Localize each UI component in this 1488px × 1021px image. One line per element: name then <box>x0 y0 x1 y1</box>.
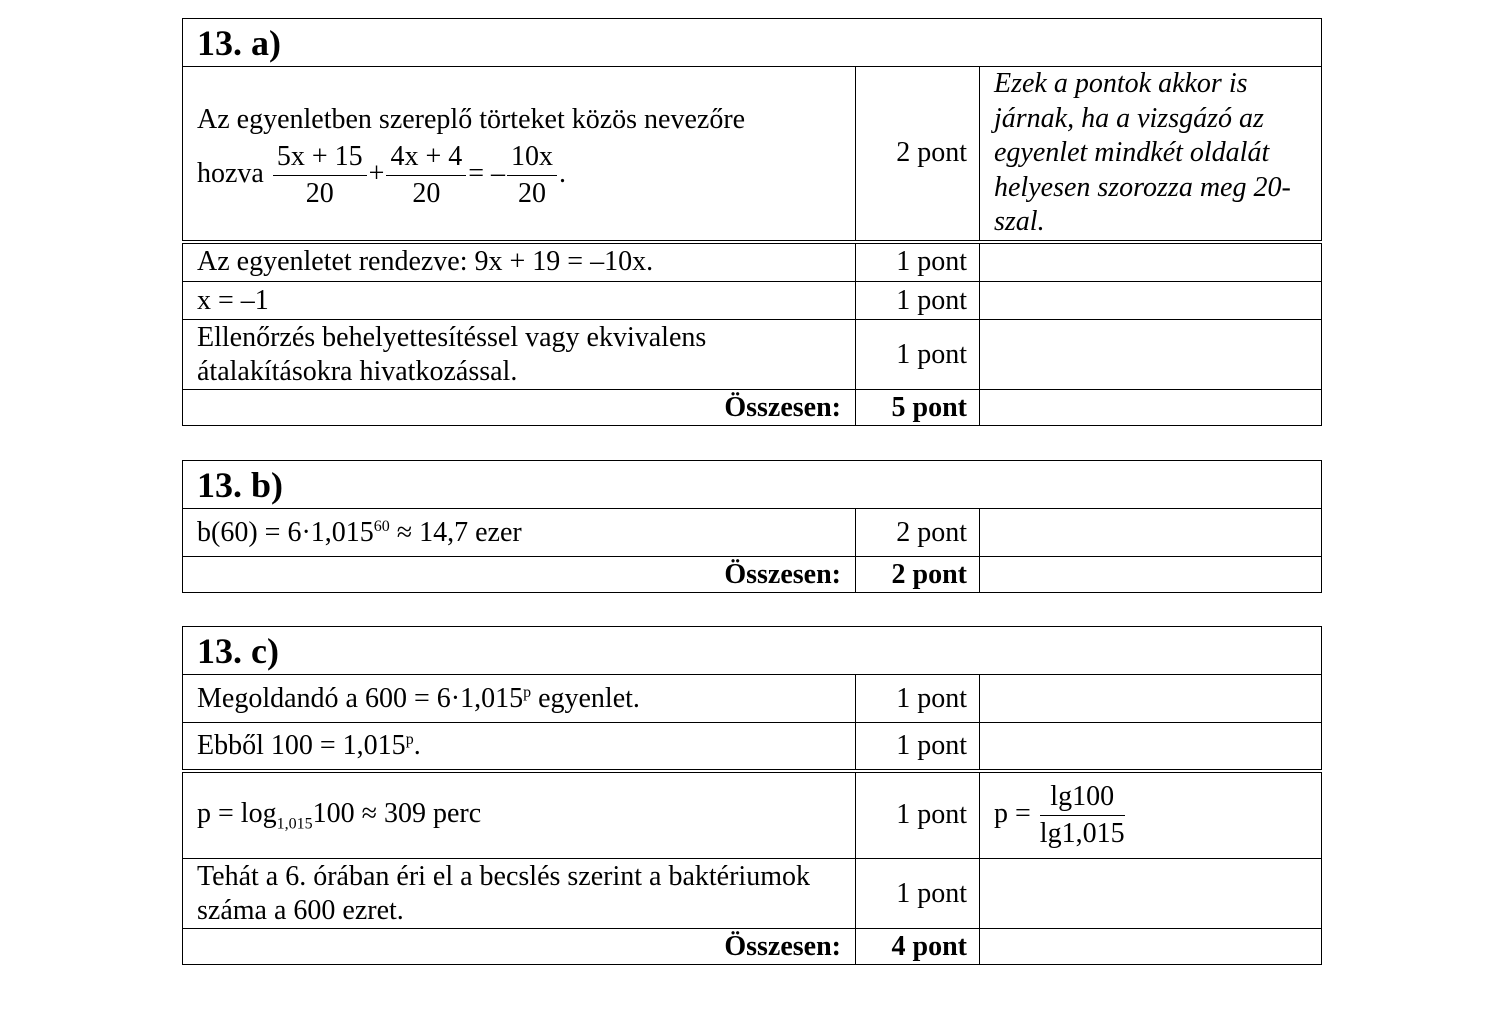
grading-note <box>980 723 1322 771</box>
log-base: 1,015 <box>276 815 313 833</box>
grading-note <box>980 390 1322 426</box>
grading-note <box>980 509 1322 557</box>
fraction-denominator: 20 <box>518 177 547 209</box>
points: 1 pont <box>856 242 980 282</box>
fraction-denominator: 20 <box>305 177 334 209</box>
points: 2 pont <box>856 509 980 557</box>
solution-step <box>183 675 856 723</box>
fraction-denominator: 20 <box>412 177 441 209</box>
equation-rhs: . <box>413 729 421 761</box>
grading-note <box>980 771 1322 859</box>
points: 2 pont <box>856 67 980 242</box>
grading-note <box>980 320 1322 390</box>
equation: hozva $\frac{5x + 15}{20}$ + $\frac{4x + 4}{20}$ = – $\frac{10x}{20}$ . <box>197 139 841 212</box>
total-label: Összesen: <box>183 929 856 965</box>
equation-rhs: 100 ≈ 309 perc <box>312 797 482 829</box>
equation-lhs: b(60) = 6·1,015 <box>197 516 374 548</box>
grading-note <box>980 282 1322 320</box>
grading-note <box>980 557 1322 593</box>
solution-step <box>183 509 856 557</box>
section-13c-table <box>182 626 1322 965</box>
points: 1 pont <box>856 282 980 320</box>
grading-note <box>980 929 1322 965</box>
grading-note <box>980 242 1322 282</box>
total-points: 5 pont <box>856 390 980 426</box>
fraction-numerator: 5x + 15 <box>273 139 367 176</box>
equation-prefix: hozva <box>197 157 264 189</box>
grading-note <box>980 675 1322 723</box>
points: 1 pont <box>856 675 980 723</box>
solution-step <box>183 67 856 242</box>
section-title: 13. b) <box>183 461 1322 509</box>
note-equation-lhs: p = <box>994 797 1031 829</box>
solution-step: Ellenőrzés behelyettesítéssel vagy ekvivalens átalakításokra hivatkozással. <box>183 320 856 390</box>
note-fraction <box>1040 779 1125 852</box>
fraction-numerator: 10x <box>507 139 557 176</box>
exponent: p <box>405 730 414 748</box>
step-text: Az egyenletben szereplő törteket közös nevezőre <box>197 103 746 135</box>
fraction-denominator: lg1,015 <box>1039 817 1125 849</box>
points: 1 pont <box>856 723 980 771</box>
equation-lhs: p = log <box>197 797 277 829</box>
solution-step <box>183 771 856 859</box>
section-title: 13. a) <box>183 19 1322 67</box>
solution-step <box>183 723 856 771</box>
section-13a-table <box>182 18 1322 426</box>
total-points: 4 pont <box>856 929 980 965</box>
fraction-numerator: lg100 <box>1040 779 1125 816</box>
fraction-numerator: 4x + 4 <box>386 139 466 176</box>
equation-lhs: Ebből 100 = 1,015 <box>197 729 406 761</box>
points: 1 pont <box>856 771 980 859</box>
section-title: 13. c) <box>183 627 1322 675</box>
total-label: Összesen: <box>183 557 856 593</box>
fraction-1 <box>273 139 367 212</box>
total-label: Összesen: <box>183 390 856 426</box>
solution-step: x = –1 <box>183 282 856 320</box>
fraction-2 <box>386 139 466 212</box>
fraction-3 <box>507 139 557 212</box>
grading-note: Ezek a pontok akkor is járnak, ha a vizsgázó az egyenlet mindkét oldalát helyesen szorozza meg 20-szal. <box>980 67 1322 242</box>
points: 1 pont <box>856 859 980 929</box>
exponent: p <box>523 683 532 701</box>
points: 1 pont <box>856 320 980 390</box>
grading-note <box>980 859 1322 929</box>
section-13b-table <box>182 460 1322 593</box>
equation-lhs: Megoldandó a 600 = 6·1,015 <box>197 682 524 714</box>
equation-rhs: egyenlet. <box>531 682 640 714</box>
solution-step: Tehát a 6. órában éri el a becslés szerint a baktériumok száma a 600 ezret. <box>183 859 856 929</box>
equation-rhs: ≈ 14,7 ezer <box>389 516 522 548</box>
exponent: 60 <box>373 517 390 535</box>
solution-step: Az egyenletet rendezve: 9x + 19 = –10x. <box>183 242 856 282</box>
total-points: 2 pont <box>856 557 980 593</box>
